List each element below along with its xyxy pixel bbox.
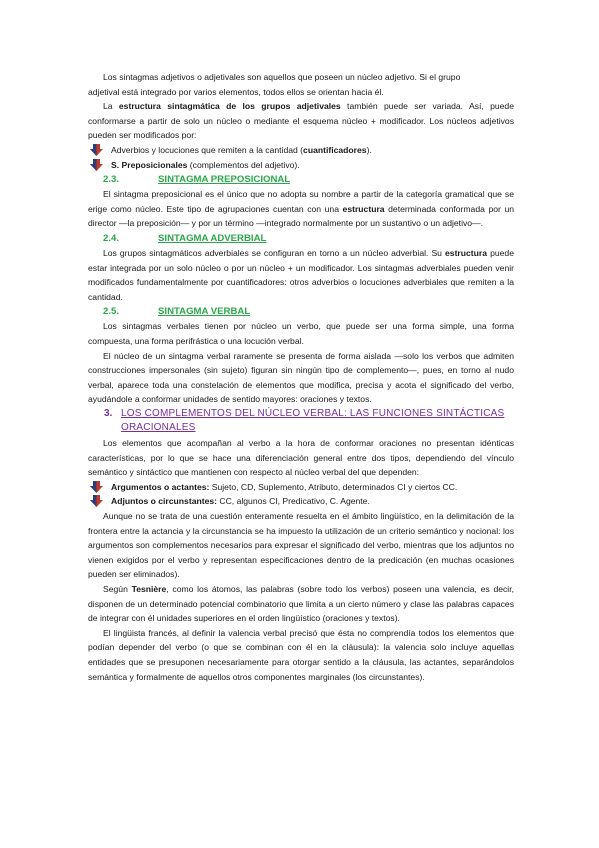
- paragraph-actancia: Aunque no se trata de una cuestión enteramente resuelta en el ámbito lingüístico, en la delimitación de la frontera entre la actancia y la circunstancia se ha impuesto la utilización de un criterio semántico y nocional: los argumentos son complementos necesarios para expresar el significado del verbo, mientras que los adjuntos no vienen exigidos por el verbo y representan especificaciones dentro de la predicación (en muchas ocasiones pueden ser eliminados).: [88, 511, 514, 580]
- section-number: 3.: [104, 407, 113, 419]
- text: determinada conformada por un director —la preposición— y por un término —integrado normalmente por un sustantivo o un adjetivo—.: [88, 203, 514, 229]
- text: también puede ser variada. Así, puede: [340, 101, 514, 112]
- list-item: [88, 158, 514, 173]
- bold-term: estructura: [445, 247, 488, 258]
- text: , como los átomos, las palabras (sobre todo los verbos) poseen una valencia, es decir, disponen de un determinado potencial combinatorio que limita a un cierto número y clase las palabras capaces de integrar con él unidades superiores en el orden lingüístico (oraciones y textos).: [88, 584, 514, 624]
- title-line: LOS COMPLEMENTOS DEL NÚCLEO VERBAL: LAS FUNCIONES SINTÁCTICAS: [121, 407, 505, 419]
- paragraph-valencia: El lingüista francés, al definir la valencia verbal precisó que ésta no comprendía todos los elementos que podían depender del verbo (o que se combinan con él en la cláusula): la valencia solo incluye aquellas entidades que se presuponen necesariamente para otorgar sentido a la cláusula, las actantes, separándolos semántica y formalmente de aquellos otros componentes marginales (los circunstantes).: [88, 627, 514, 682]
- bold-term: S. Preposicionales: [111, 159, 188, 170]
- arrow-down-bullet-icon: [90, 481, 103, 493]
- paragraph-tesniere: [88, 582, 514, 626]
- section-title: SINTAGMA VERBAL: [158, 306, 251, 318]
- list-item: [88, 143, 514, 158]
- paragraph-complements-intro: Los elementos que acompañan al verbo a la hora de conformar oraciones no presentan idénticas características, por lo que se hace una diferenciación general entre dos tipos, dependiendo del vínculo semántico y sintáctico que mantienen con respecto al núcleo verbal del que dependen:: [88, 438, 514, 478]
- section-heading-2-5: [88, 304, 514, 319]
- text: adjetival está integrado por varios elementos, todos ellos se orientan hacia él.: [88, 86, 384, 97]
- text: ).: [366, 144, 372, 155]
- text: Sujeto, CD, Suplemento, Atributo, determinados CI y ciertos CC.: [209, 481, 458, 492]
- section-title: [121, 407, 504, 436]
- text: Los sintagmas adjetivos o adjetivales son aquellos que poseen un núcleo adjetivo. Si el grupo: [103, 72, 461, 82]
- section-number: 2.5.: [103, 306, 120, 318]
- arrow-down-bullet-icon: [90, 159, 103, 171]
- bold-term: Argumentos o actantes:: [111, 481, 210, 492]
- section-number: 2.4.: [103, 232, 120, 244]
- text: La: [103, 101, 119, 112]
- arrow-down-bullet-icon: [90, 495, 103, 507]
- text: El sintagma preposicional es el único que no adopta su nombre a partir de la categoría gramatical que se erige como núcleo. Este tipo de agrupaciones cuentan con una: [88, 189, 514, 214]
- section-number: 2.3.: [103, 174, 120, 186]
- list-item: [88, 494, 514, 509]
- title-line: ORACIONALES: [121, 422, 196, 434]
- section-heading-2-3: [88, 172, 514, 187]
- document-body: [88, 70, 514, 684]
- section-heading-3: [88, 407, 514, 436]
- text: (complementos del adjetivo).: [187, 159, 300, 170]
- bold-term: estructura: [342, 203, 385, 214]
- bold-term: estructura sintagmática de los grupos adjetivales: [118, 101, 341, 112]
- paragraph-prepositional: [88, 187, 514, 231]
- bold-term: cuantificadores: [303, 144, 367, 155]
- text: Los grupos sintagmáticos adverbiales se configuran en torno a un núcleo adverbial. Su: [103, 247, 446, 258]
- paragraph-adjectival-structure: [88, 99, 514, 143]
- paragraph-verbal-2: El núcleo de un sintagma verbal raramente se presenta de forma aislada —solo los verbos que admiten construcciones impersonales (sin sujeto) figuran sin ningún tipo de complemento—, pues, en torno al nudo verbal, aparece toda una constelación de elementos que modifica, precisa y acota el significado del verbo, ayudándole a conformar unidades de sentido mayores: oraciones y textos.: [88, 350, 514, 405]
- paragraph-verbal-1: Los sintagmas verbales tienen por núcleo un verbo, que puede ser una forma simple, una forma compuesta, una forma perifrástica o una locución verbal.: [88, 321, 514, 346]
- list-item: [88, 480, 514, 495]
- paragraph-adverbial: [88, 246, 514, 304]
- text: Adverbios y locuciones que remiten a la cantidad (: [111, 144, 304, 155]
- text: conformarse a partir de solo un núcleo o mediante el esquema núcleo + modificador. Los núcleos adjetivos pueden ser modificados por:: [88, 115, 514, 141]
- bold-term: Adjuntos o circunstantes:: [111, 496, 217, 507]
- text: puede estar integrada por un solo núcleo o por un núcleo + un modificador. Los sintagmas adverbiales pueden venir modificados fundamentalmente por cuantificadores: otros adverbios o locuciones adverbiales que remiten a la cantidad.: [88, 247, 514, 302]
- text: CC, algunos CI, Predicativo, C. Agente.: [217, 496, 370, 507]
- bold-term: Tesnière: [131, 584, 167, 594]
- section-title: SINTAGMA PREPOSICIONAL: [158, 174, 291, 186]
- section-heading-2-4: [88, 231, 514, 246]
- arrow-down-bullet-icon: [90, 144, 103, 156]
- text: Según: [103, 584, 132, 594]
- paragraph-adjectival-intro: [88, 70, 514, 99]
- section-title: SINTAGMA ADVERBIAL: [158, 232, 267, 244]
